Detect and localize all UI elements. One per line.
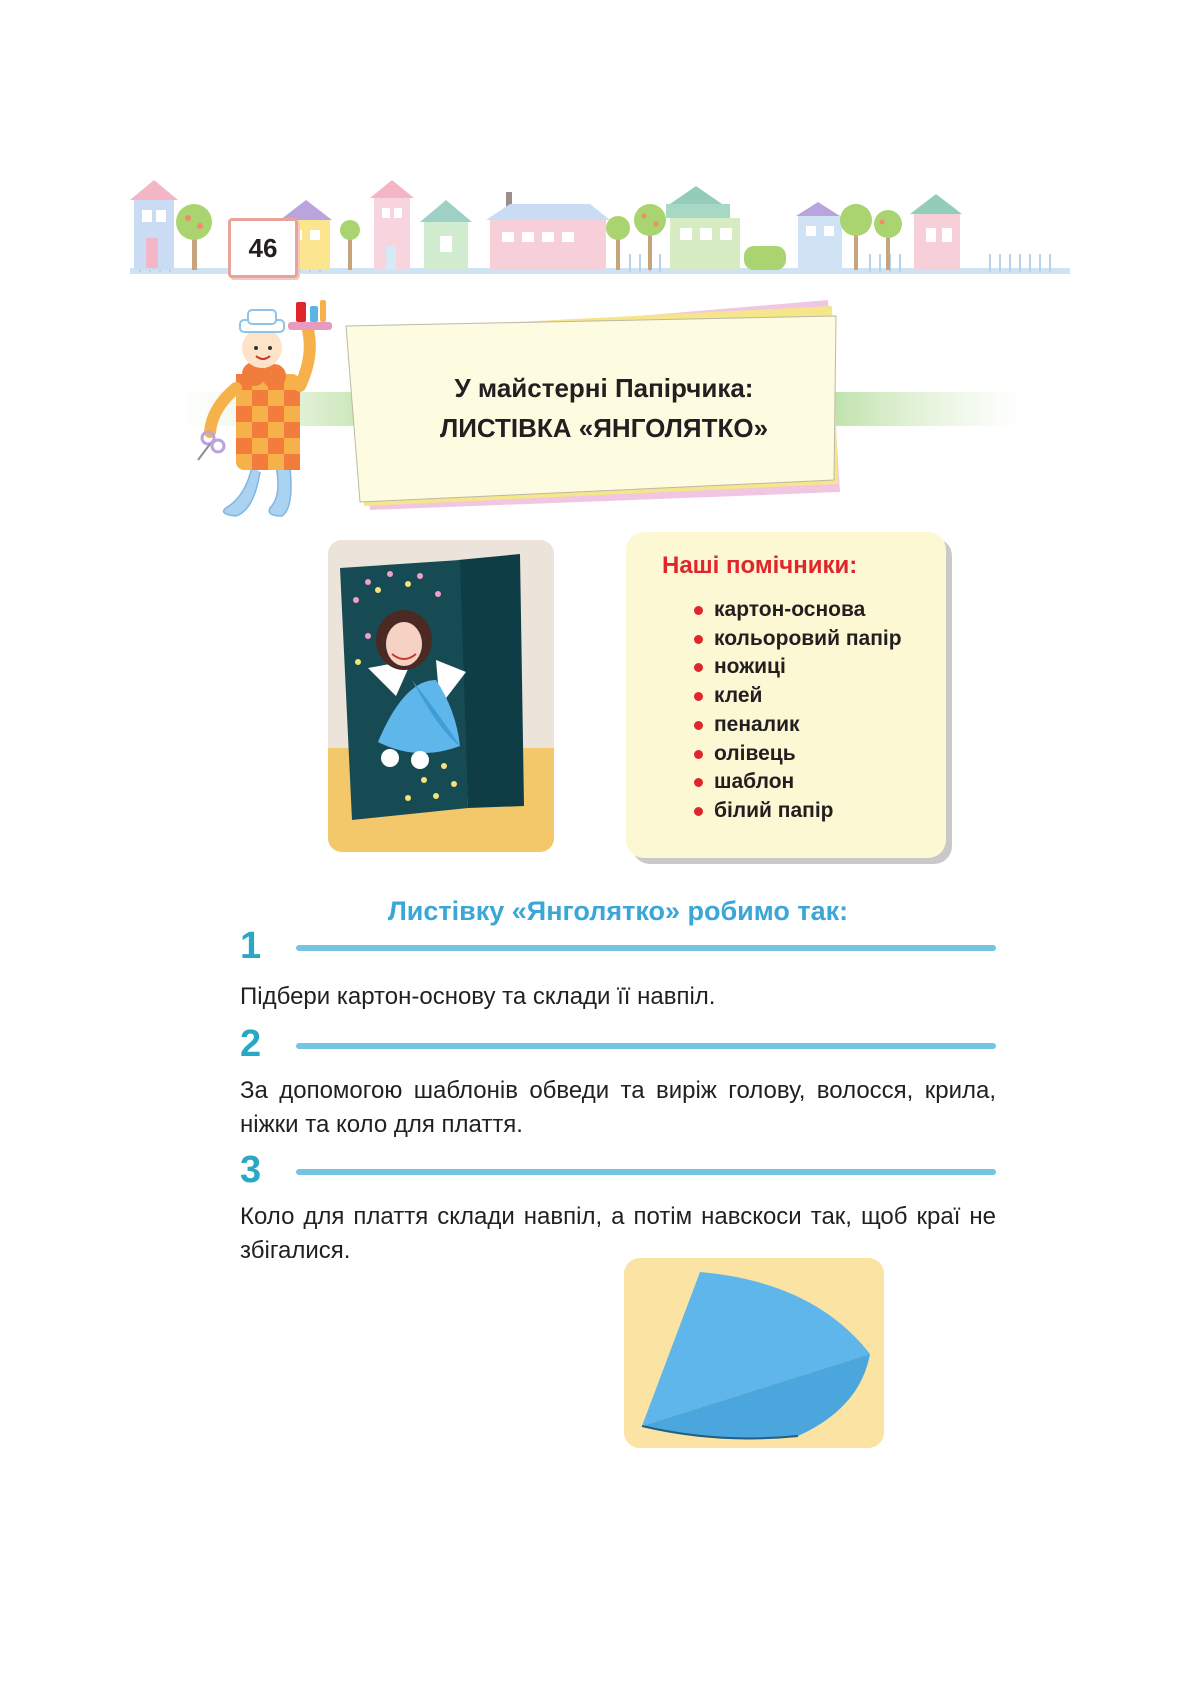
angel-card-photo [328,540,554,852]
helpers-item-label: картон-основа [714,598,866,621]
step-3-rule [296,1169,996,1175]
step-2-text: За допомогою шаблонів обведи та виріж голову, волосся, крила, ніжки та коло для плаття. [240,1077,996,1138]
step-3-text: Коло для плаття склади навпіл, а потім навскоси так, щоб краї не збігалися. [240,1203,996,1264]
title-line-2: ЛИСТІВКА «ЯНГОЛЯТКО» [439,413,769,443]
page-number: 46 [228,218,298,278]
helpers-list-item [694,653,902,682]
title-card [360,320,848,496]
step-2-number: 2 [240,1023,262,1065]
title-line-1: У майстерні Папірчика: [454,373,754,403]
bullet-dot-icon [694,692,703,701]
helpers-item-label: ножиці [714,655,786,679]
helpers-heading: Наші помічники: [662,552,858,579]
helpers-list-item [694,596,902,625]
folded-circle-image [624,1258,884,1448]
helpers-list-item [694,625,902,654]
bullet-dot-icon [694,778,703,787]
helpers-box [626,532,946,858]
instructions-heading: Листівку «Янголятко» робимо так: [387,896,849,926]
helpers-item-label: пеналик [714,712,800,736]
helpers-list-item [694,768,902,797]
helpers-item-label: білий папір [714,798,834,822]
helpers-list [694,596,902,826]
helpers-item-label: клей [714,684,763,708]
step-3-number: 3 [240,1149,262,1191]
helpers-list-item [694,682,902,711]
helpers-list-item [694,740,902,769]
bullet-dot-icon [694,663,703,672]
helpers-list-item [694,711,902,740]
bullet-dot-icon [694,635,703,644]
bullet-dot-icon [694,606,703,615]
mascot-illustration [196,296,356,522]
step-1-text: Підбери картон-основу та склади її навпіл. [240,983,716,1010]
helpers-item-label: шаблон [714,770,795,794]
bullet-dot-icon [694,807,703,816]
helpers-item-label: олівець [714,741,796,765]
bullet-dot-icon [694,750,703,759]
step-2-rule [296,1043,996,1049]
helpers-item-label: кольоровий папір [714,626,902,650]
step-1-number: 1 [240,925,262,967]
step-1-rule [296,945,996,951]
bullet-dot-icon [694,721,703,730]
folded-circle-photo [624,1258,884,1448]
helpers-list-item [694,797,902,826]
angel-card-image [328,540,554,852]
